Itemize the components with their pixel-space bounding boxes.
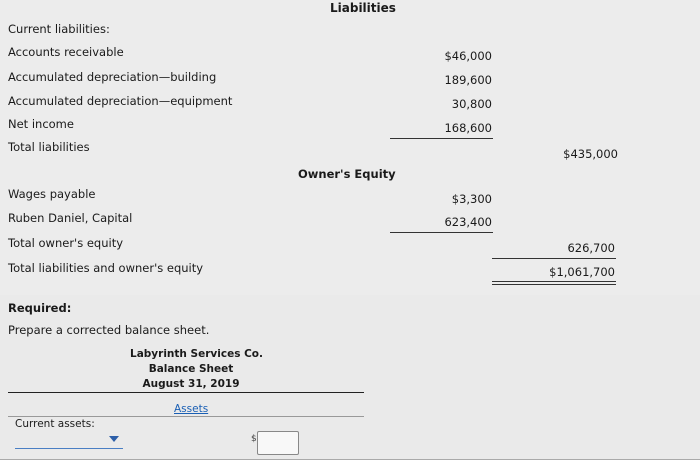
total-equity-label: Total owner's equity [8,236,124,250]
account-dropdown[interactable] [15,448,123,449]
required-instruction: Prepare a corrected balance sheet. [8,323,210,337]
total-rule [492,258,616,259]
liability-row-label: Accounts receivable [8,45,124,59]
liability-row-label: Net income [8,117,74,131]
chevron-down-icon[interactable] [109,436,119,442]
worksheet-area [0,295,700,460]
statement-date: August 31, 2019 [142,378,240,390]
total-liabilities-amount: $435,000 [563,147,618,161]
required-label: Required: [8,301,72,315]
equity-row-label: Ruben Daniel, Capital [8,211,133,225]
statement-title: Balance Sheet [148,363,234,375]
owners-equity-header: Owner's Equity [298,167,396,181]
liabilities-header: Liabilities [330,1,396,15]
equity-row-amount: 623,400 [444,215,492,229]
liability-row-amount: 168,600 [444,121,492,135]
total-equity-amount: 626,700 [567,241,615,255]
liability-row-label: Accumulated depreciation—building [8,70,217,84]
equity-row-label: Wages payable [8,187,96,201]
subtotal-rule [390,232,493,233]
liability-row-amount: 30,800 [451,97,492,111]
liability-row-amount: $46,000 [444,49,492,63]
total-liab-equity-label: Total liabilities and owner's equity [8,261,204,275]
currency-symbol: $ [251,434,257,444]
equity-row-amount: $3,300 [451,192,492,206]
liability-row-amount: 189,600 [444,73,492,87]
assets-separator [8,416,364,417]
liability-row-label: Accumulated depreciation—equipment [8,94,233,108]
current-liabilities-label: Current liabilities: [8,22,110,36]
header-underline [8,392,364,393]
grand-total-double-rule [492,281,616,285]
amount-input[interactable] [257,431,299,455]
subtotal-rule [390,138,493,139]
company-name: Labyrinth Services Co. [130,348,264,360]
total-liab-equity-amount: $1,061,700 [549,265,615,279]
current-assets-label: Current assets: [15,418,95,430]
assets-link[interactable]: Assets [174,403,209,415]
total-liabilities-label: Total liabilities [8,140,90,154]
